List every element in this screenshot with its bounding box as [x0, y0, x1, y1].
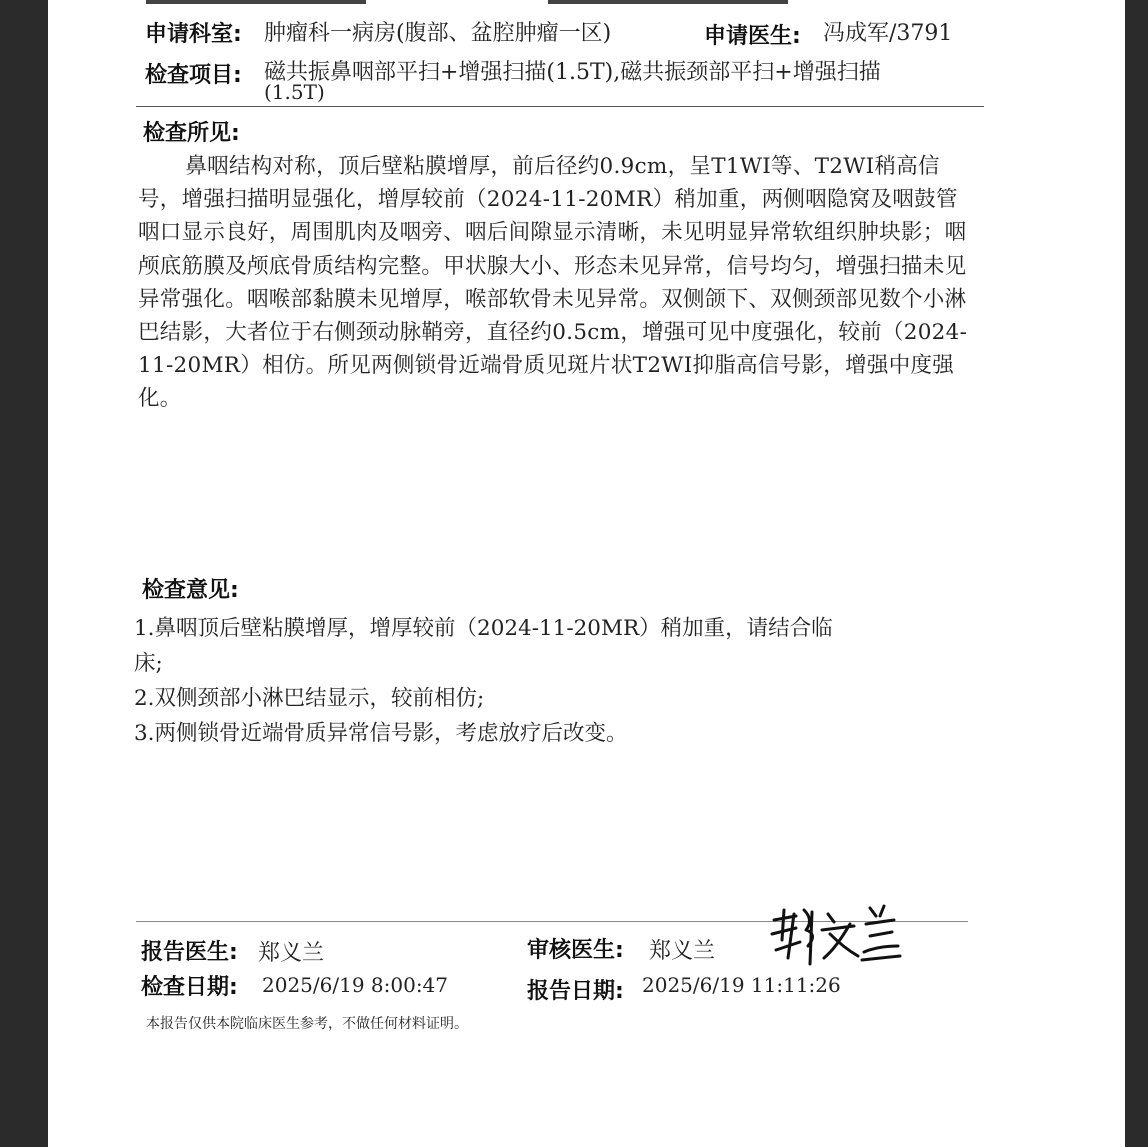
findings-text: 鼻咽结构对称，顶后壁粘膜增厚，前后径约0.9cm，呈T1WI等、T2WI稍高信号，增强扫描明显强化，增厚较前（2024-11-20MR）稍加重，两侧咽隐窝及咽鼓管咽口显示良好，周围肌肉及咽旁、咽后间隙显示清晰，未见明显异常软组织肿块影；咽颅底筋膜及颅底骨质结构完整。甲状腺大小、形态未见异常，信号均匀，增强扫描未见异常强化。咽喉部黏膜未见增厚，喉部软骨未见异常。双侧颌下、双侧颈部见数个小淋巴结影，大者位于右侧颈动脉鞘旁，直径约0.5cm，增强可见中度强化，较前（2024-11-20MR）相仿。所见两侧锁骨近端骨质见斑片状T2WI抑脂高信号影，增强中度强化。: [138, 154, 968, 412]
report-date-value: 2025/6/19 11:11:26: [642, 973, 841, 997]
report-doctor-label: 报告医生:: [141, 940, 238, 965]
exam-date-value: 2025/6/19 8:00:47: [262, 973, 449, 997]
opinion-item-3: 3.两侧锁骨近端骨质异常信号影，考虑放疗后改变。: [134, 721, 628, 746]
disclaimer-text: 本报告仅供本院临床医生参考，不做任何材料证明。: [146, 1016, 468, 1032]
cropped-text-remnant: [146, 0, 366, 4]
department-value: 肿瘤科一病房(腹部、盆腔肿瘤一区): [264, 21, 612, 46]
review-doctor-value: 郑义兰: [649, 939, 716, 964]
opinion-title: 检查意见:: [142, 578, 239, 603]
requesting-doctor-label: 申请医生:: [704, 24, 801, 49]
exam-item-value-continued: (1.5T): [264, 80, 325, 104]
requesting-doctor-value: 冯成军/3791: [823, 21, 953, 46]
report-date-label: 报告日期:: [527, 979, 624, 1004]
opinion-item-1-continued: 床;: [134, 651, 163, 676]
review-doctor-label: 审核医生:: [527, 938, 624, 963]
exam-item-value: 磁共振鼻咽部平扫+增强扫描(1.5T),磁共振颈部平扫+增强扫描: [264, 60, 881, 85]
exam-item-label: 检查项目:: [145, 63, 242, 88]
report-page: [48, 0, 1125, 1147]
opinion-item-1: 1.鼻咽顶后壁粘膜增厚，增厚较前（2024-11-20MR）稍加重，请结合临: [134, 616, 833, 641]
header-divider: [136, 106, 984, 107]
signature-image: [766, 900, 906, 968]
findings-title: 检查所见:: [143, 121, 240, 146]
exam-date-label: 检查日期:: [141, 975, 238, 1000]
report-doctor-value: 郑义兰: [258, 941, 325, 966]
department-label: 申请科室:: [145, 22, 242, 47]
opinion-item-2: 2.双侧颈部小淋巴结显示，较前相仿;: [134, 686, 485, 711]
cropped-text-remnant: [548, 0, 788, 4]
